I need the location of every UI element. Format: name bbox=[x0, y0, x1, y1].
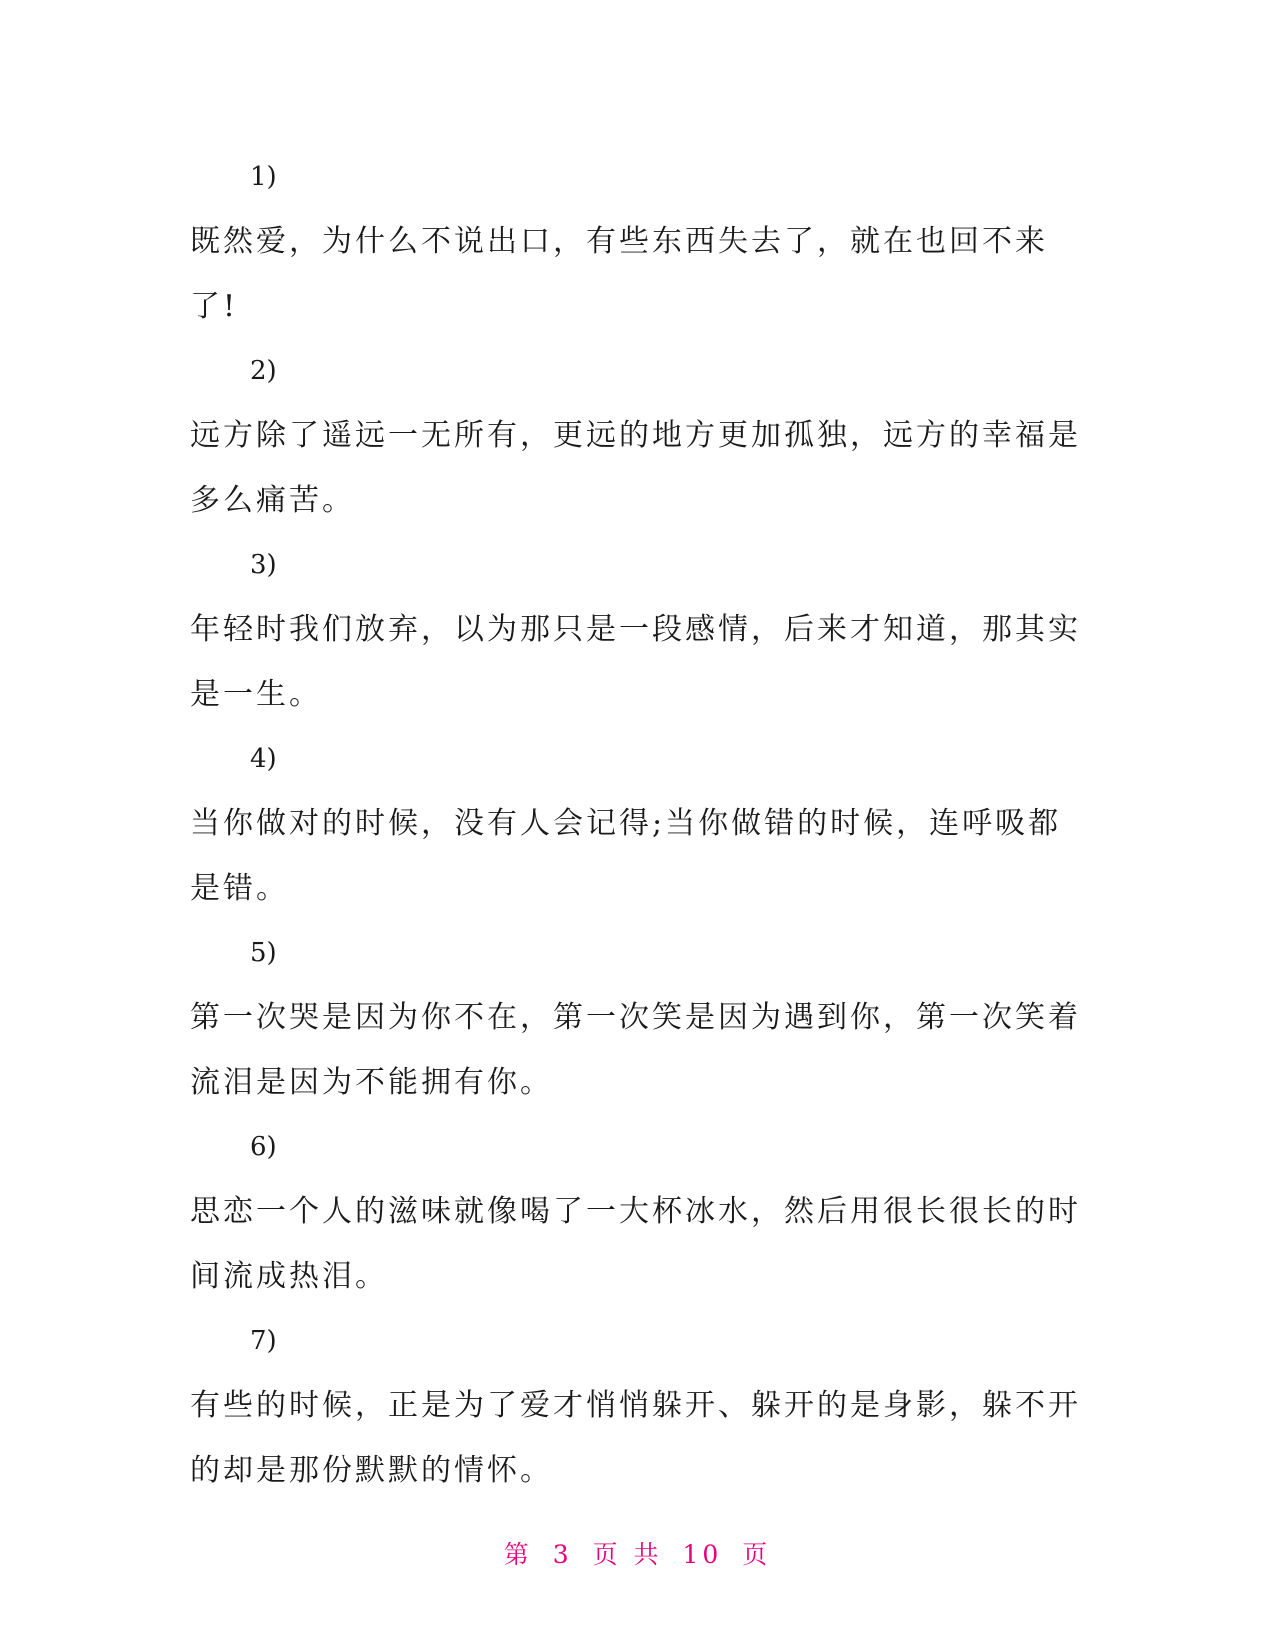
quote-text: 有些的时候，正是为了爱才悄悄躲开、躲开的是身影，躲不开的却是那份默默的情怀。 bbox=[190, 1388, 1081, 1488]
quote-number: 4) bbox=[250, 744, 277, 774]
quote-number: 3) bbox=[250, 550, 277, 580]
page-footer bbox=[0, 1535, 1275, 1571]
current-page-number: 3 bbox=[552, 1540, 573, 1569]
quote-text: 远方除了遥远一无所有，更远的地方更加孤独，远方的幸福是多么痛苦。 bbox=[190, 418, 1081, 518]
quote-entry-5 bbox=[190, 921, 1090, 1115]
quote-entry-3 bbox=[190, 533, 1090, 727]
footer-middle: 页 共 bbox=[592, 1540, 663, 1569]
footer-prefix: 第 bbox=[503, 1540, 533, 1569]
quote-number: 7) bbox=[250, 1326, 277, 1356]
quote-text: 年轻时我们放弃，以为那只是一段感情，后来才知道，那其实是一生。 bbox=[190, 612, 1081, 712]
quote-number: 5) bbox=[250, 938, 277, 968]
quote-list bbox=[190, 145, 1090, 1503]
quote-entry-2 bbox=[190, 339, 1090, 533]
quote-entry-6 bbox=[190, 1115, 1090, 1309]
quote-number: 1) bbox=[250, 162, 277, 192]
quote-entry-4 bbox=[190, 727, 1090, 921]
quote-number: 6) bbox=[250, 1132, 277, 1162]
quote-text: 第一次哭是因为你不在，第一次笑是因为遇到你，第一次笑着流泪是因为不能拥有你。 bbox=[190, 1000, 1081, 1100]
footer-suffix: 页 bbox=[742, 1540, 772, 1569]
total-page-count: 10 bbox=[682, 1540, 723, 1569]
quote-text: 思恋一个人的滋味就像喝了一大杯冰水，然后用很长很长的时间流成热泪。 bbox=[190, 1194, 1081, 1294]
quote-number: 2) bbox=[250, 356, 277, 386]
quote-text: 当你做对的时候，没有人会记得;当你做错的时候，连呼吸都是错。 bbox=[190, 806, 1062, 906]
quote-entry-1 bbox=[190, 145, 1090, 339]
quote-text: 既然爱，为什么不说出口，有些东西失去了，就在也回不来了! bbox=[190, 224, 1048, 324]
quote-entry-7 bbox=[190, 1309, 1090, 1503]
